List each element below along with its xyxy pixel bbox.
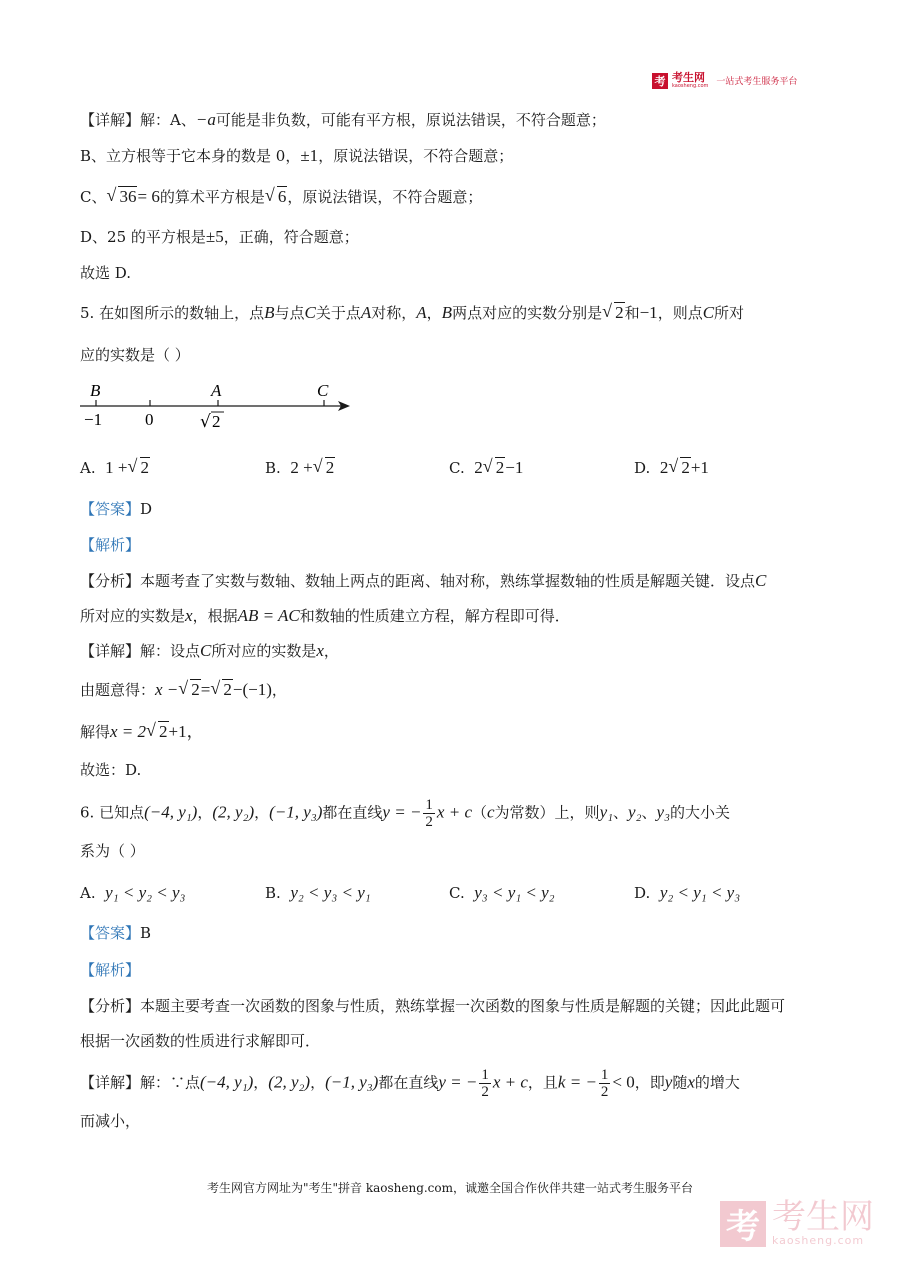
label-b: B bbox=[90, 381, 101, 400]
tick-label-neg1: −1 bbox=[84, 410, 103, 429]
logo-icon: 考 bbox=[652, 73, 668, 89]
q5-answer: 【答案】D bbox=[80, 500, 153, 518]
q6-stem-1: 6. 已知点(−4, y₁)，(2, y₂)，(−1, y₃)都在直线y = − $\frac{1}{2}$ x + c（c为常数）上，则y₁、y₂、y₃的大小关 bbox=[80, 797, 731, 830]
q6-option-b: B. y₂ < y₃ < y₁ bbox=[265, 883, 371, 902]
q5-solution: 解得x = 2√ 2+1， bbox=[80, 721, 204, 743]
number-line-figure bbox=[78, 380, 358, 432]
header-logo bbox=[652, 72, 797, 89]
q6-option-c: C. y₃ < y₁ < y₂ bbox=[449, 883, 555, 902]
q4-detail-c: C、√ 36= 6的算术平方根是√ 6，原说法错误，不符合题意； bbox=[80, 186, 482, 208]
q6-option-d: D. y₂ < y₁ < y₃ bbox=[634, 883, 741, 902]
page-footer: 考生网官方网址为"考生"拼音 kaosheng.com，诚邀全国合作伙伴共建一站式考生服务平台 bbox=[206, 1181, 694, 1195]
q6-answer: 【答案】B bbox=[80, 924, 152, 942]
q4-detail-b: B、立方根等于它本身的数是 0，±1，原说法错误，不符合题意； bbox=[80, 146, 514, 165]
q5-option-a: A. 1 +√ 2 bbox=[80, 457, 150, 479]
sqrt-sign: √ bbox=[200, 412, 211, 432]
q6-analysis-1: 【分析】本题主要考查一次函数的图象与性质，熟练掌握一次函数的图象与性质是解题的关键；因此此题可 bbox=[80, 997, 786, 1015]
q5-detail: 【详解】解：设点C所对应的实数是x， bbox=[80, 641, 339, 660]
q5-analysis-tag: 【解析】 bbox=[80, 536, 141, 554]
q5-stem-1: 5. 在如图所示的数轴上，点B与点C关于点A对称，A，B两点对应的实数分别是√ 2和−1，则点C所对 bbox=[80, 302, 744, 324]
logo-domain: kaosheng.com bbox=[672, 83, 709, 89]
logo-brand bbox=[672, 72, 708, 89]
logo-name: 考生网 bbox=[672, 71, 705, 84]
q5-option-b: B. 2 +√ 2 bbox=[265, 457, 335, 479]
q5-stem-2: 应的实数是（ ） bbox=[80, 346, 190, 364]
watermark-name: 考生网 bbox=[772, 1197, 874, 1237]
q6-detail-1: 【详解】解：∵点(−4, y₁)，(2, y₂)，(−1, y₃)都在直线y = − $\frac{1}{2}$ x + c，且k = − $\frac{1}{2}$ < 0，即y随x的增大 bbox=[80, 1067, 740, 1100]
q4-detail-d: D、25 的平方根是±5，正确，符合题意； bbox=[80, 227, 359, 246]
q5-choose: 故选：D. bbox=[80, 761, 142, 779]
label-c: C bbox=[317, 381, 329, 400]
watermark bbox=[720, 1197, 874, 1247]
q4-detail-a: 【详解】解：A、−a可能是非负数，可能有平方根，原说法错误，不符合题意； bbox=[80, 110, 606, 129]
q5-option-c: C. 2√ 2−1 bbox=[449, 457, 523, 479]
watermark-domain: kaosheng.com bbox=[772, 1234, 865, 1247]
q5-equation: 由题意得：x −√ 2=√ 2−(−1)， bbox=[80, 679, 287, 701]
tick-label-sqrt2: 2 bbox=[212, 412, 221, 431]
q5-analysis-2: 所对应的实数是x，根据AB = AC和数轴的性质建立方程，解方程即可得． bbox=[80, 606, 570, 625]
q6-analysis-tag: 【解析】 bbox=[80, 961, 141, 979]
label-a: A bbox=[211, 381, 222, 400]
q6-stem-2: 系为（ ） bbox=[80, 842, 145, 860]
tick-label-0: 0 bbox=[145, 410, 154, 429]
q6-option-a: A. y₁ < y₂ < y₃ bbox=[80, 883, 186, 902]
logo-slogan: 一站式考生服务平台 bbox=[716, 77, 798, 87]
q6-detail-2: 而减小， bbox=[80, 1112, 141, 1130]
q5-option-d: D. 2√ 2+1 bbox=[634, 457, 709, 479]
q4-choose: 故选 D. bbox=[80, 264, 132, 282]
q6-analysis-2: 根据一次函数的性质进行求解即可． bbox=[80, 1032, 321, 1050]
q5-analysis-1: 【分析】本题考查了实数与数轴、数轴上两点的距离、轴对称，熟练掌握数轴的性质是解题关键．设点C bbox=[80, 571, 767, 590]
watermark-logo-icon: 考 bbox=[720, 1201, 766, 1247]
watermark-brand bbox=[772, 1197, 874, 1247]
